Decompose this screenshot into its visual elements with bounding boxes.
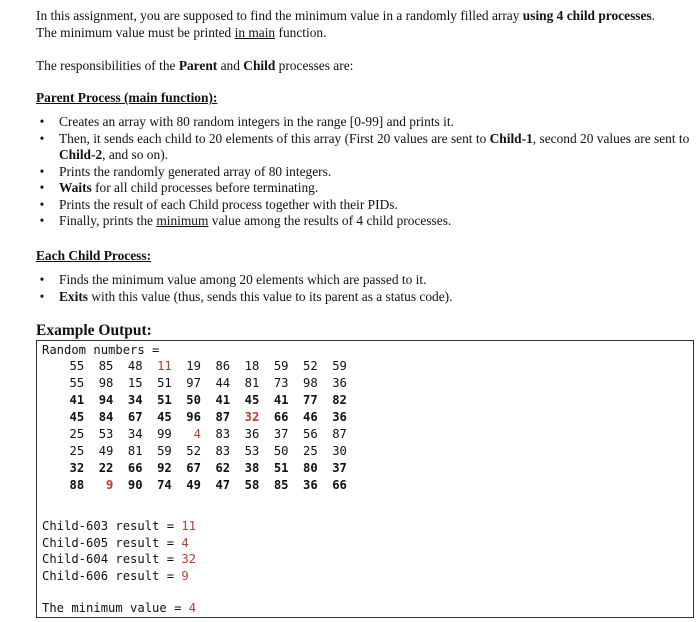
number-cell: 49 <box>186 478 201 492</box>
number-row <box>55 460 347 477</box>
number-cell: 77 <box>303 393 318 407</box>
number-cell: 59 <box>157 444 172 458</box>
number-cell: 51 <box>157 393 172 407</box>
number-row <box>55 358 347 375</box>
number-cell: 50 <box>186 393 201 407</box>
number-cell: 51 <box>273 461 289 475</box>
number-cell: 66 <box>273 410 289 424</box>
bullet-icon: • <box>39 213 45 228</box>
number-cell: 45 <box>244 393 260 407</box>
number-cell: 45 <box>157 410 172 424</box>
list-item: • Finally, prints the minimum value among the results of 4 child processes. <box>36 213 694 230</box>
bullet-icon: • <box>39 180 45 195</box>
number-cell: 19 <box>186 359 201 373</box>
number-cell: 98 <box>98 376 114 390</box>
number-cell: 53 <box>98 427 114 441</box>
child-result-value: 11 <box>181 519 197 533</box>
number-cell: 74 <box>157 478 172 492</box>
number-row <box>55 443 347 460</box>
number-cell: 80 <box>303 461 318 475</box>
number-cell: 55 <box>69 359 85 373</box>
number-cell: 36 <box>244 427 260 441</box>
number-cell: 46 <box>303 410 318 424</box>
number-cell: 85 <box>273 478 289 492</box>
number-cell: 62 <box>215 461 231 475</box>
number-cell: 67 <box>186 461 201 475</box>
number-cell: 52 <box>303 359 318 373</box>
intro-line-1: In this assignment, you are supposed to find the minimum value in a randomly filled array using 4 child processes. <box>36 8 656 23</box>
example-output-box <box>36 340 694 618</box>
number-cell: 47 <box>215 478 231 492</box>
bullet-icon: • <box>39 288 45 304</box>
child-result-line: Child-604 result = 32 <box>42 552 197 566</box>
minimum-value: 4 <box>188 601 197 615</box>
number-cell: 25 <box>69 427 85 441</box>
number-cell: 25 <box>303 444 318 458</box>
number-cell: 66 <box>127 461 143 475</box>
number-cell: 83 <box>215 444 231 458</box>
number-cell: 59 <box>273 359 289 373</box>
number-cell: 84 <box>98 410 114 424</box>
number-cell: 18 <box>244 359 260 373</box>
number-cell: 66 <box>332 478 347 492</box>
number-cell: 22 <box>98 461 114 475</box>
number-cell: 37 <box>332 461 347 475</box>
number-row <box>55 409 347 426</box>
list-item: • Then, it sends each child to 20 elements of this array (First 20 values are sent to Child-1, second 20 values are sent to Child-2, and so on). <box>36 131 694 164</box>
number-cell: 45 <box>69 410 85 424</box>
example-output-title: Example Output: <box>36 322 152 339</box>
number-cell: 36 <box>332 410 347 424</box>
number-cell: 56 <box>303 427 318 441</box>
child-result-line: Child-605 result = 4 <box>42 535 189 550</box>
number-cell: 38 <box>244 461 260 475</box>
number-cell: 73 <box>273 376 289 390</box>
number-cell: 9 <box>106 478 114 492</box>
number-cell: 53 <box>244 444 260 458</box>
number-cell: 98 <box>303 376 318 390</box>
number-cell: 83 <box>215 427 231 441</box>
number-cell: 81 <box>127 444 143 458</box>
number-cell: 41 <box>273 393 289 407</box>
number-cell: 36 <box>303 478 318 492</box>
number-cell: 48 <box>127 359 143 373</box>
number-cell: 11 <box>157 359 172 373</box>
number-cell: 67 <box>127 410 143 424</box>
random-numbers-label: Random numbers = <box>42 343 160 357</box>
parent-responsibilities-list <box>36 114 694 230</box>
number-cell: 88 <box>69 478 85 492</box>
bullet-icon: • <box>39 196 45 212</box>
bullet-icon: • <box>39 130 45 146</box>
list-item: • Finds the minimum value among 20 elements which are passed to it. <box>36 272 694 289</box>
number-cell: 41 <box>69 393 85 407</box>
number-cell: 59 <box>332 359 347 373</box>
number-cell: 15 <box>127 376 143 390</box>
number-cell: 94 <box>98 393 114 407</box>
number-cell: 90 <box>127 478 143 492</box>
bullet-icon: • <box>39 114 45 129</box>
number-cell: 81 <box>244 376 260 390</box>
child-process-heading: Each Child Process: <box>36 248 152 263</box>
list-item: • Creates an array with 80 random integers in the range [0-99] and prints it. <box>36 114 694 131</box>
number-cell: 37 <box>273 427 289 441</box>
number-cell: 36 <box>332 376 347 390</box>
bullet-icon: • <box>39 163 45 179</box>
number-cell: 44 <box>215 376 231 390</box>
number-cell: 30 <box>332 444 347 458</box>
minimum-value-line: The minimum value = 4 <box>42 601 197 615</box>
number-cell: 4 <box>193 427 201 441</box>
number-cell: 32 <box>69 461 85 475</box>
number-cell: 99 <box>157 427 172 441</box>
list-item: • Prints the randomly generated array of 80 integers. <box>36 164 694 181</box>
list-item: • Waits for all child processes before terminating. <box>36 180 694 197</box>
number-cell: 51 <box>157 376 172 390</box>
intro-underline-phrase: in main <box>234 24 276 40</box>
number-cell: 41 <box>215 393 231 407</box>
intro-line-2: The minimum value must be printed in main function. <box>36 24 327 40</box>
random-numbers-grid <box>55 358 347 494</box>
number-cell: 55 <box>69 376 85 390</box>
child-result-line: Child-603 result = 11 <box>42 519 197 533</box>
number-row <box>55 477 347 494</box>
number-row <box>55 392 347 409</box>
number-cell: 50 <box>273 444 289 458</box>
number-row <box>55 426 347 443</box>
number-cell: 52 <box>186 444 201 458</box>
number-row <box>55 375 347 392</box>
number-cell: 87 <box>215 410 231 424</box>
child-results <box>42 518 196 584</box>
number-cell: 87 <box>332 427 347 441</box>
number-cell: 97 <box>186 376 201 390</box>
responsibilities-sentence: The responsibilities of the Parent and Child processes are: <box>36 58 354 73</box>
number-cell: 92 <box>157 461 172 475</box>
parent-process-heading: Parent Process (main function): <box>36 90 218 105</box>
child-result-value: 4 <box>181 535 189 550</box>
list-item: • Prints the result of each Child process together with their PIDs. <box>36 197 694 214</box>
number-cell: 32 <box>244 410 260 424</box>
number-cell: 34 <box>127 427 143 441</box>
list-item: • Exits with this value (thus, sends this value to its parent as a status code). <box>36 289 694 306</box>
child-responsibilities-list <box>36 272 694 305</box>
child-result-value: 9 <box>181 568 189 583</box>
number-cell: 96 <box>186 410 201 424</box>
number-cell: 86 <box>215 359 231 373</box>
bullet-icon: • <box>39 272 45 287</box>
child-result-value: 32 <box>181 552 197 566</box>
intro-bold-phrase: using 4 child processes <box>522 8 652 23</box>
number-cell: 85 <box>98 359 114 373</box>
child-result-line: Child-606 result = 9 <box>42 568 189 583</box>
number-cell: 58 <box>244 478 260 492</box>
number-cell: 34 <box>127 393 143 407</box>
number-cell: 82 <box>332 393 347 407</box>
intro-paragraph <box>36 8 696 41</box>
number-cell: 25 <box>69 444 85 458</box>
number-cell: 49 <box>98 444 114 458</box>
